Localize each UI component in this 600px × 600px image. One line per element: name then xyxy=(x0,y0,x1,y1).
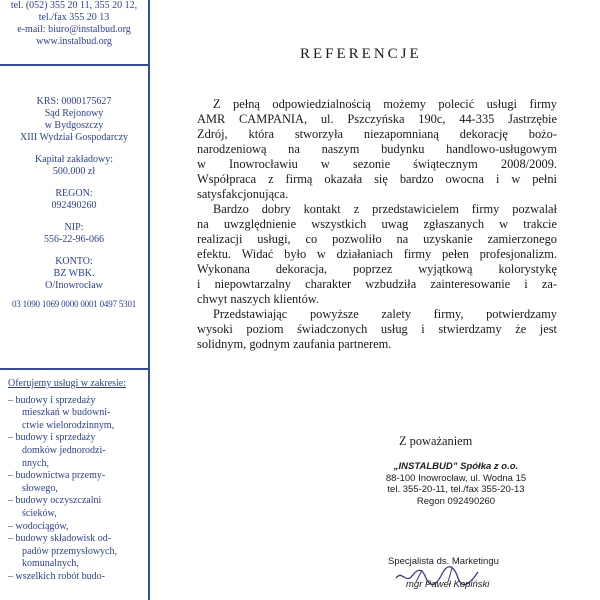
sidebar-divider xyxy=(0,368,148,370)
krs-number: KRS: 0000175627 xyxy=(36,96,112,107)
account-label: KONTO: xyxy=(55,256,93,267)
letter-line: i niepowtarzalny charakter wzbudziła zainteresowanie i za- xyxy=(197,277,557,291)
letter-title: REFERENCJE xyxy=(300,46,422,62)
services-list xyxy=(8,378,144,584)
letter-line: Z pełną odpowiedzialnością możemy polecić usługi firmy xyxy=(213,97,557,111)
service-line: mieszkań w budowni- xyxy=(22,407,111,419)
service-line: nnych, xyxy=(22,457,49,469)
letter-line: Bardzo dobry kontakt z przedstawicielem firmy pozwalał xyxy=(213,202,557,216)
service-line: komunalnych, xyxy=(22,558,79,570)
company-stamp xyxy=(356,461,556,507)
service-line: – budowy i sprzedaży xyxy=(8,394,96,406)
court-line-1: Sąd Rejonowy xyxy=(44,108,104,119)
contact-fax: tel./fax 355 20 13 xyxy=(38,12,110,23)
letter-line: Współpraca z firmą okazała się bardzo owocna i w pełni xyxy=(197,172,557,186)
letter-line: realizacji usługi, co pozwoliło na uzyskanie zamierzonego xyxy=(197,232,557,246)
contact-email: e-mail: biuro@instalbud.org xyxy=(17,24,131,35)
letter-line: AMR CAMPANIA, ul. Pszczyńska 190c, 44-335 Jastrzębie xyxy=(197,112,557,126)
signatory-name: mgr Paweł Kopiński xyxy=(406,579,490,590)
account-number: 03 1090 1069 0000 0001 0497 5301 xyxy=(11,299,137,309)
letter-line: w Inowrocławiu w sezonie świątecznym 2008/2009. xyxy=(197,157,557,171)
letter-line: na uwzględnienie wszystkich uwag zgłaszanych w trakcie xyxy=(197,217,557,231)
letter-line: Zdrój, która stworzyła niezapomnianą dekorację bożo- xyxy=(197,127,557,141)
service-line: padów przemysłowych, xyxy=(22,545,117,557)
letter-line: chwyt naszych klientów. xyxy=(197,292,320,306)
stamp-address: 88-100 Inowrocław, ul. Wodna 15 xyxy=(385,472,527,484)
signatory-role: Specjalista ds. Marketingu xyxy=(388,556,499,567)
service-line: ścieków, xyxy=(22,507,57,519)
letter-line: wysoki poziom świadczonych usług i stwierdzamy że jest xyxy=(197,322,557,336)
bank-branch: O/Inowrocław xyxy=(45,280,103,291)
letter-line: Przedstawiając powyższe zalety firmy, potwierdzamy xyxy=(213,307,557,321)
contact-block xyxy=(0,0,148,48)
sidebar-divider xyxy=(0,64,148,66)
company-sidebar xyxy=(0,0,150,600)
service-line: – budowy i sprzedaży xyxy=(8,432,96,444)
nip-label: NIP: xyxy=(64,222,84,233)
service-line: – budownictwa przemy- xyxy=(8,470,106,482)
service-line: – budowy oczyszczalni xyxy=(8,495,102,507)
court-line-3: XIII Wydział Gospodarczy xyxy=(19,132,129,143)
letter-line: efektu. Widać było w działaniach firmy pełen profesjonalizm. xyxy=(197,247,557,261)
nip-value: 556-22-96-066 xyxy=(44,234,104,245)
service-line: domków jednorodzi- xyxy=(22,444,106,456)
regon-label: REGON: xyxy=(55,188,93,199)
service-line: ctwie wielorodzinnym, xyxy=(22,419,115,431)
regon-value: 092490260 xyxy=(51,200,97,211)
letter-line: solidnym, godnym zaufania partnerem. xyxy=(197,337,392,351)
closing-salutation: Z poważaniem xyxy=(399,434,473,448)
signatory-block xyxy=(388,556,499,590)
service-line: – budowy składowisk od- xyxy=(8,533,112,545)
stamp-company: „INSTALBUD” Spółka z o.o. xyxy=(393,461,519,472)
bank-name: BZ WBK. xyxy=(53,268,95,279)
court-line-2: w Bydgoszczy xyxy=(44,120,104,131)
letter-line: satysfakcjonująca. xyxy=(197,187,289,201)
letter-body xyxy=(197,97,557,352)
capital-value: 500.000 zł xyxy=(52,166,96,177)
service-line: słowego, xyxy=(22,482,58,494)
contact-phone: tel. (052) 355 20 11, 355 20 12, xyxy=(10,0,138,11)
registry-block xyxy=(0,96,148,310)
service-line: – wszelkich robót budo- xyxy=(8,570,105,582)
letter-line: narodzeniową na naszym budynku handlowo-usługowym xyxy=(197,142,557,156)
letter-line: Wykonana dekoracja, poprzez wyjątkową kolorystykę xyxy=(197,262,557,276)
stamp-regon: Regon 092490260 xyxy=(416,495,496,507)
contact-website: www.instalbud.org xyxy=(36,36,112,47)
services-heading: Oferujemy usługi w zakresie: xyxy=(8,378,127,389)
capital-label: Kapitał zakładowy: xyxy=(34,154,114,165)
stamp-phone: tel. 355-20-11, tel./fax 355-20-13 xyxy=(387,484,525,495)
service-line: – wodociągów, xyxy=(8,520,69,532)
